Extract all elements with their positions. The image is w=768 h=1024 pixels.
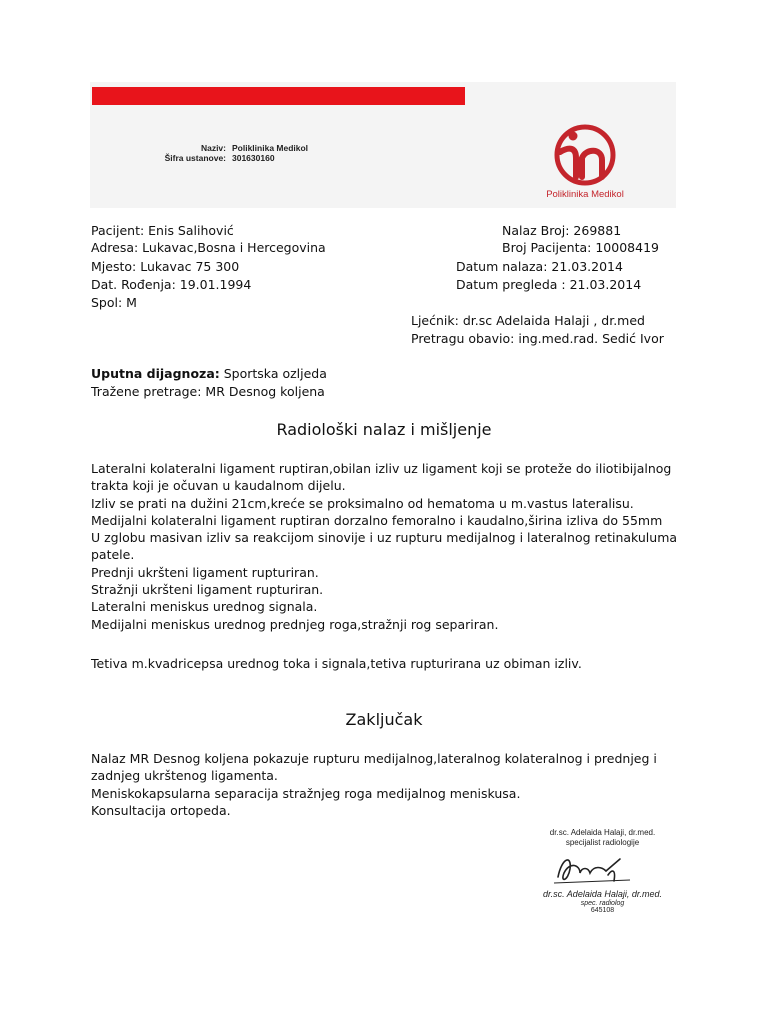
performed-by: Pretragu obavio: ing.med.rad. Sedić Ivor — [411, 331, 664, 346]
findings-line: Medijalni kolateralni ligament ruptiran dorzalno femoralno i kaudalno,širina izliva do 55mm — [91, 512, 663, 528]
doctor: Ljećnik: dr.sc Adelaida Halaji , dr.med — [411, 313, 645, 328]
clinic-logo — [530, 122, 640, 202]
requested-exams: Tražene pretrage: MR Desnog koljena — [91, 384, 325, 399]
signature-icon — [550, 847, 640, 889]
patient-name: Pacijent: Enis Salihović — [91, 223, 234, 238]
referral-diagnosis — [91, 365, 327, 382]
findings-line: Prednji ukršteni ligament rupturiran. — [91, 564, 319, 580]
tendon-finding — [91, 655, 691, 672]
exam-date: Datum pregleda : 21.03.2014 — [456, 277, 642, 292]
findings-line: Medijalni meniskus urednog prednjeg roga,stražnji rog separiran. — [91, 616, 499, 632]
report-number: Nalaz Broj: 269881 — [502, 223, 622, 238]
conclusion-line: zadnjeg ukrštenog ligamenta. — [91, 768, 278, 784]
findings-title: Radiološki nalaz i mišljenje — [276, 420, 492, 439]
conclusion-title: Zaključak — [345, 710, 423, 729]
clinic-logo-icon — [530, 122, 640, 190]
findings-line: patele. — [91, 547, 135, 563]
findings-line: Lateralni kolateralni ligament ruptiran,obilan izliv uz ligament koji se proteže do iliotibijalnog — [91, 461, 672, 476]
patient-number: Broj Pacijenta: 10008419 — [502, 240, 659, 255]
stamp-line: spec. radiolog — [580, 900, 625, 907]
patient-dob: Dat. Rođenja: 19.01.1994 — [91, 277, 252, 292]
findings-line: trakta koji je očuvan u kaudalnom dijelu. — [91, 478, 346, 494]
tendon-line: Tetiva m.kvadricepsa urednog toka i signala,tetiva rupturirana uz obiman izliv. — [91, 656, 582, 671]
logo-caption: Poliklinika Medikol — [546, 189, 624, 200]
conclusion-line: Nalaz MR Desnog koljena pokazuje rupturu medijalnog,lateralnog kolateralnog i prednjeg i — [91, 751, 657, 766]
institution-info — [150, 143, 308, 163]
stamp-line: dr.sc. Adelaida Halaji, dr.med. — [549, 828, 656, 837]
findings-body — [91, 460, 691, 633]
patient-sex: Spol: M — [91, 295, 137, 310]
brand-red-bar — [92, 87, 465, 105]
findings-line: U zglobu masivan izliv sa reakcijom sinovije i uz rupturu medijalnog i lateralnog retinakuluma — [91, 530, 678, 546]
institution-code-label: Šifra ustanove: — [164, 153, 226, 163]
referral-diagnosis-label: Uputna dijagnoza: — [91, 366, 220, 381]
stamp-line: specijalist radiologije — [565, 838, 640, 847]
stamp-line: 645108 — [590, 907, 615, 914]
institution-code: 301630160 — [232, 153, 275, 163]
conclusion-line: Meniskokapsularna separacija stražnjeg roga medijalnog meniskusa. — [91, 785, 521, 801]
findings-line: Izliv se prati na dužini 21cm,kreće se proksimalno od hematoma u m.vastus lateralisu. — [91, 495, 634, 511]
conclusion-line: Konsultacija ortopeda. — [91, 802, 231, 818]
patient-address: Adresa: Lukavac,Bosna i Hercegovina — [91, 240, 326, 255]
referral-diagnosis-value: Sportska ozljeda — [219, 366, 327, 381]
patient-place: Mjesto: Lukavac 75 300 — [91, 259, 240, 274]
institution-name-label: Naziv: — [200, 143, 226, 153]
institution-name: Poliklinika Medikol — [232, 143, 309, 153]
conclusion-body — [91, 750, 691, 819]
report-date: Datum nalaza: 21.03.2014 — [456, 259, 623, 274]
findings-line: Lateralni meniskus urednog signala. — [91, 599, 318, 615]
signature-stamp — [530, 825, 675, 917]
findings-line: Stražnji ukršteni ligament rupturiran. — [91, 582, 324, 598]
stamp-line: dr.sc. Adelaida Halaji, dr.med. — [542, 889, 663, 899]
